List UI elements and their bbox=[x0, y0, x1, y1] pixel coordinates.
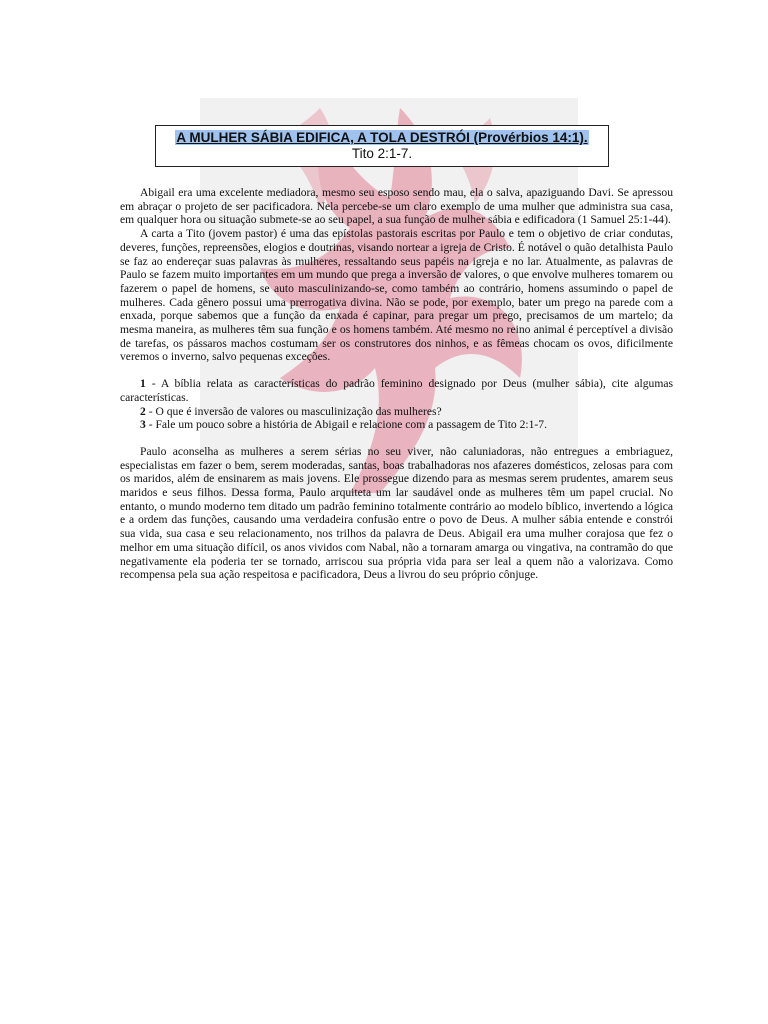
paragraph-closing: Paulo aconselha as mulheres a serem sérias no seu viver, não caluniadoras, não entregues a embriaguez, especialistas em fazer o bem, serem moderadas, santas, boas trabalhadoras nos afazeres domésticos, zelosas para com os maridos, além de ensinarem as mais jovens. Ele prossegue dizendo para as mesmas serem prudentes, amarem seus maridos e seus filhos. Dessa forma, Paulo arquiteta um lar saudável onde as mulheres têm um papel crucial. No entanto, o mundo moderno tem ditado um padrão feminino totalmente contrário ao modelo bíblico, invertendo a lógica e a ordem das funções, causando uma verdadeira confusão entre o povo de Deus. A mulher sábia entende e constrói sua vida, sua casa e seu relacionamento, nos trilhos da palavra de Deus. Abigail era uma mulher corajosa que fez o melhor em uma situação difícil, os anos vividos com Nabal, não a tornaram amarga ou vingativa, na contramão do que negativamente ela poderia ter se tornado, arriscou sua própria vida para ser leal a quem não a valorizava. Como recompensa pela sua ação respeitosa e pacificadora, Deus a livrou do seu próprio cônjuge. bbox=[120, 444, 673, 582]
question-1 bbox=[120, 377, 673, 404]
title-reference: Tito 2:1-7. bbox=[351, 146, 413, 161]
question-number: 1 bbox=[140, 377, 146, 391]
question-text: - A bíblia relata as características do padrão feminino designado por Deus (mulher sábia), cite algumas características. bbox=[120, 377, 673, 404]
question-3 bbox=[120, 418, 673, 432]
page-title: A MULHER SÁBIA EDIFICA, A TOLA DESTRÓI (Provérbios 14:1). bbox=[176, 130, 588, 145]
question-2 bbox=[120, 405, 673, 419]
paragraph-tito: A carta a Tito (jovem pastor) é uma das epístolas pastorais escritas por Paulo e tem o objetivo de criar condutas, deveres, funções, repreensões, elogios e doutrinas, visando nortear a igreja de Cristo. É notável o quão detalhista Paulo se faz ao endereçar suas palavras às mulheres, ressaltando seus papéis na igreja e no lar. Atualmente, as palavras de Paulo se fazem muito importantes em um mundo que prega a inversão de valores, o que envolve mulheres tomarem ou fazerem o papel de homens, se auto masculinizando-se, como também ao contrário, homens assumindo o papel de mulheres. Cada gênero possui uma prerrogativa divina. Não se pode, por exemplo, bater um prego na parede com a enxada, porque sabemos que a função da enxada é capinar, para pregar um prego, precisamos de um martelo; da mesma maneira, as mulheres têm sua função e os homens também. Até mesmo no reino animal é perceptível a divisão de tarefas, os pássaros machos costumam ser os construtores dos ninhos, e as fêmeas chocam os ovos, dificilmente veremos o inverno, salvo pequenas exceções. bbox=[120, 227, 673, 364]
question-text: - O que é inversão de valores ou masculinização das mulheres? bbox=[145, 404, 442, 418]
question-number: 2 bbox=[140, 404, 146, 418]
document-body bbox=[120, 186, 673, 582]
question-text: - Fale um pouco sobre a história de Abigail e relacione com a passagem de Tito 2:1-7. bbox=[145, 418, 547, 432]
title-box bbox=[155, 125, 609, 167]
paragraph-abigail: Abigail era uma excelente mediadora, mesmo seu esposo sendo mau, ela o salva, apaziguando Davi. Se apressou em abraçar o projeto de ser pacificadora. Nela percebe-se um claro exemplo de uma mulher que administra sua casa, em qualquer hora ou situação submete-se ao seu papel, a sua função de mulher sábia e edificadora (1 Samuel 25:1-44). bbox=[120, 186, 673, 227]
question-number: 3 bbox=[140, 418, 146, 432]
